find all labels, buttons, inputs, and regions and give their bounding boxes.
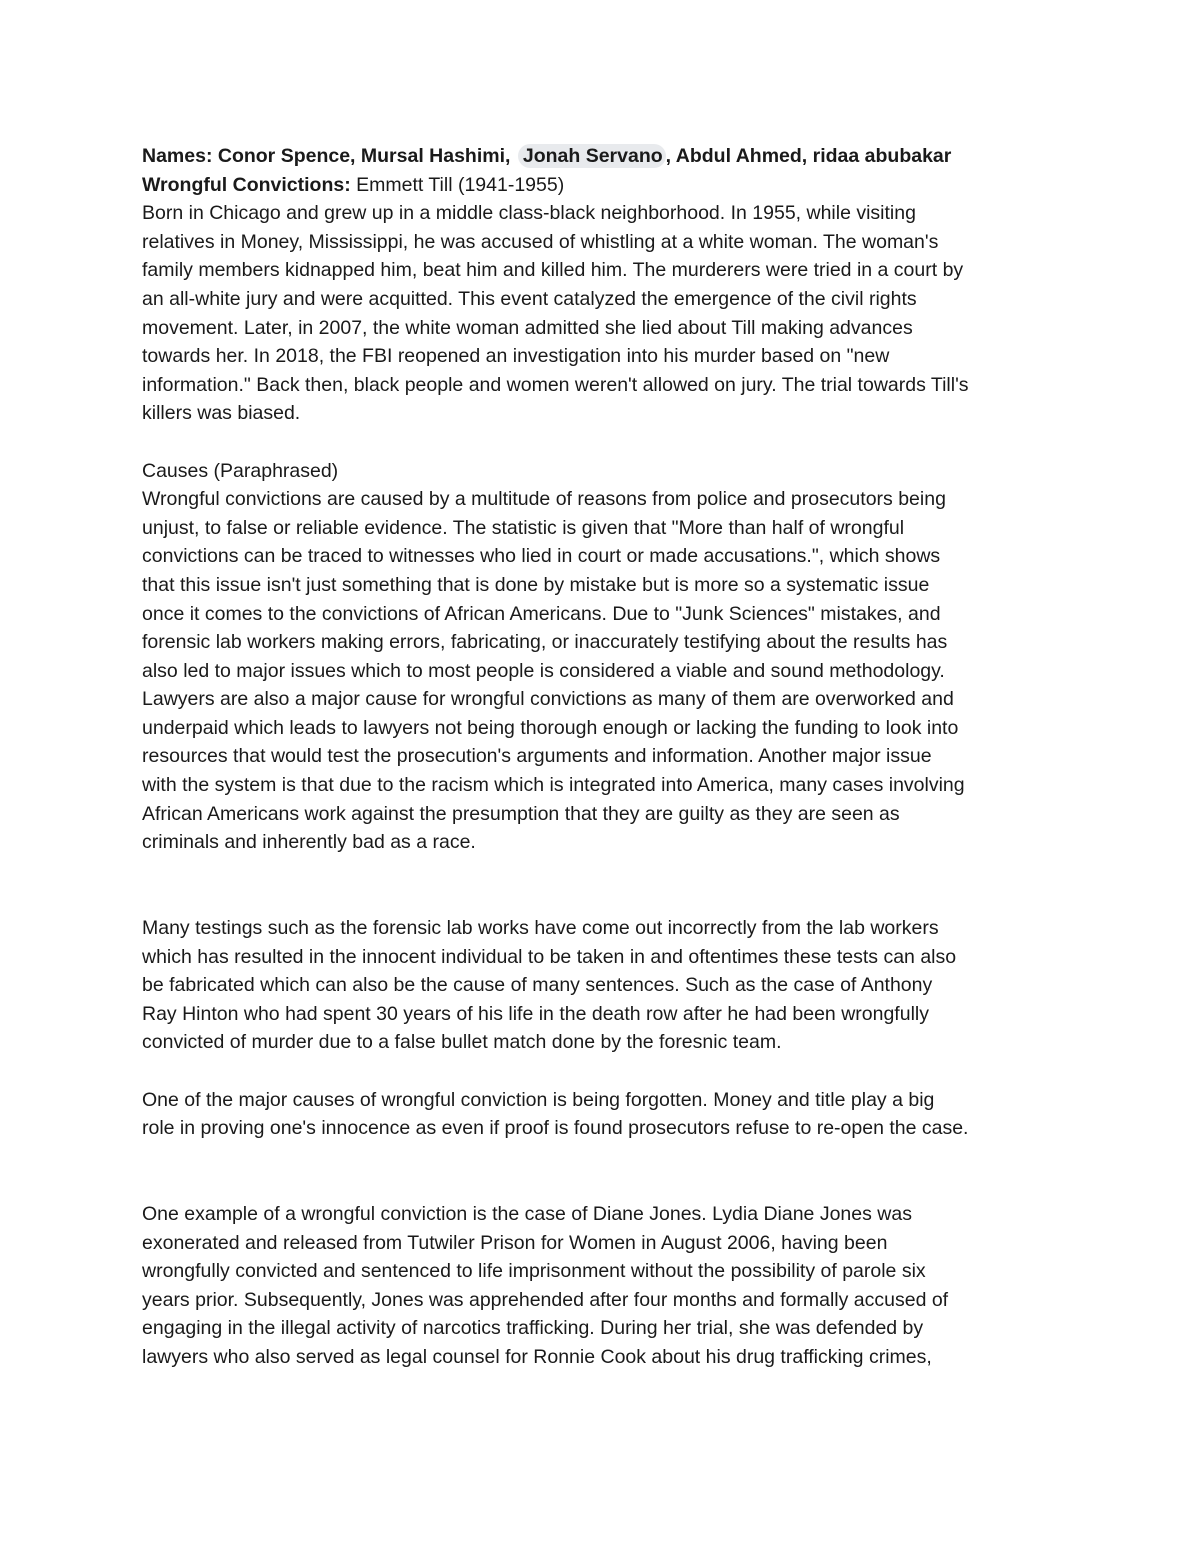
text-line: that this issue isn't just something that is done by mistake but is more so a systematic issue [142, 573, 930, 596]
text-line: family members kidnapped him, beat him and killed him. The murderers were tried in a court by [142, 259, 964, 282]
text-line: engaging in the illegal activity of narcotics trafficking. During her trial, she was defended by [142, 1317, 924, 1340]
paragraph-diane-jones [142, 1200, 1072, 1372]
text-line: resources that would test the prosecution's arguments and information. Another major issue [142, 745, 932, 768]
text-line: convictions can be traced to witnesses who lied in court or made accusations.", which shows [142, 545, 941, 568]
text-line: underpaid which leads to lawyers not being thorough enough or lacking the funding to look into [142, 716, 959, 739]
paragraph-emmett-till [142, 199, 1072, 428]
document-page [142, 142, 1072, 1372]
paragraph-forgotten [142, 1086, 1072, 1143]
topic-line [142, 171, 1072, 200]
text-line: an all-white jury and were acquitted. This event catalyzed the emergence of the civil rights [142, 287, 917, 310]
text-line: role in proving one's innocence as even if proof is found prosecutors refuse to re-open the case. [142, 1117, 969, 1140]
text-line: forensic lab workers making errors, fabricating, or inaccurately testifying about the results has [142, 631, 948, 654]
text-line: Lawyers are also a major cause for wrongful convictions as many of them are overworked and [142, 688, 954, 711]
paragraph-spacer [142, 1143, 1072, 1200]
text-line: be fabricated which can also be the cause of many sentences. Such as the case of Anthony [142, 974, 933, 997]
paragraph-forensic-testing [142, 914, 1072, 1057]
names-line [142, 142, 1072, 171]
text-line: killers was biased. [142, 402, 301, 425]
topic-value: Emmett Till (1941-1955) [350, 173, 565, 196]
text-line: One of the major causes of wrongful conviction is being forgotten. Money and title play a big [142, 1088, 935, 1111]
names-list-start: Conor Spence, Mursal Hashimi, [212, 145, 516, 167]
text-line: lawyers who also served as legal counsel for Ronnie Cook about his drug trafficking crimes, [142, 1345, 932, 1368]
text-line: African Americans work against the presumption that they are guilty as they are seen as [142, 802, 900, 825]
section-heading-causes: Causes (Paraphrased) [142, 459, 339, 482]
text-line: information." Back then, black people and women weren't allowed on jury. The trial towards Till's [142, 373, 969, 396]
text-line: with the system is that due to the racism which is integrated into America, many cases involving [142, 774, 965, 797]
names-label: Names: [142, 145, 213, 167]
text-line: relatives in Money, Mississippi, he was accused of whistling at a white woman. The woman's [142, 230, 939, 253]
person-chip-jonah-servano[interactable]: Jonah Servano [518, 144, 666, 168]
text-line: Born in Chicago and grew up in a middle class-black neighborhood. In 1955, while visiting [142, 202, 916, 225]
text-line: convicted of murder due to a false bullet match done by the foresnic team. [142, 1031, 782, 1054]
text-line: wrongfully convicted and sentenced to life imprisonment without the possibility of parole six [142, 1260, 926, 1283]
text-line: also led to major issues which to most people is considered a viable and sound methodology. [142, 659, 945, 682]
text-line: Ray Hinton who had spent 30 years of his life in the death row after he had been wrongfully [142, 1002, 929, 1025]
text-line: towards her. In 2018, the FBI reopened an investigation into his murder based on "new [142, 345, 890, 368]
text-line: unjust, to false or reliable evidence. The statistic is given that "More than half of wrongful [142, 516, 905, 539]
topic-label: Wrongful Convictions: [142, 173, 351, 196]
paragraph-spacer [142, 857, 1072, 914]
text-line: One example of a wrongful conviction is the case of Diane Jones. Lydia Diane Jones was [142, 1202, 912, 1225]
text-line: Wrongful convictions are caused by a multitude of reasons from police and prosecutors being [142, 488, 946, 511]
text-line: years prior. Subsequently, Jones was apprehended after four months and formally accused of [142, 1288, 949, 1311]
text-line: criminals and inherently bad as a race. [142, 831, 476, 854]
text-line: exonerated and released from Tutwiler Prison for Women in August 2006, having been [142, 1231, 888, 1254]
text-line: Many testings such as the forensic lab works have come out incorrectly from the lab workers [142, 917, 939, 940]
text-line: which has resulted in the innocent individual to be taken in and oftentimes these tests can also [142, 945, 957, 968]
text-line: once it comes to the convictions of African Americans. Due to "Junk Sciences" mistakes, and [142, 602, 941, 625]
names-list-end: , Abdul Ahmed, ridaa abubakar [665, 145, 952, 167]
text-line: movement. Later, in 2007, the white woman admitted she lied about Till making advances [142, 316, 913, 339]
paragraph-causes [142, 457, 1072, 857]
paragraph-spacer [142, 1057, 1072, 1086]
paragraph-spacer [142, 428, 1072, 457]
